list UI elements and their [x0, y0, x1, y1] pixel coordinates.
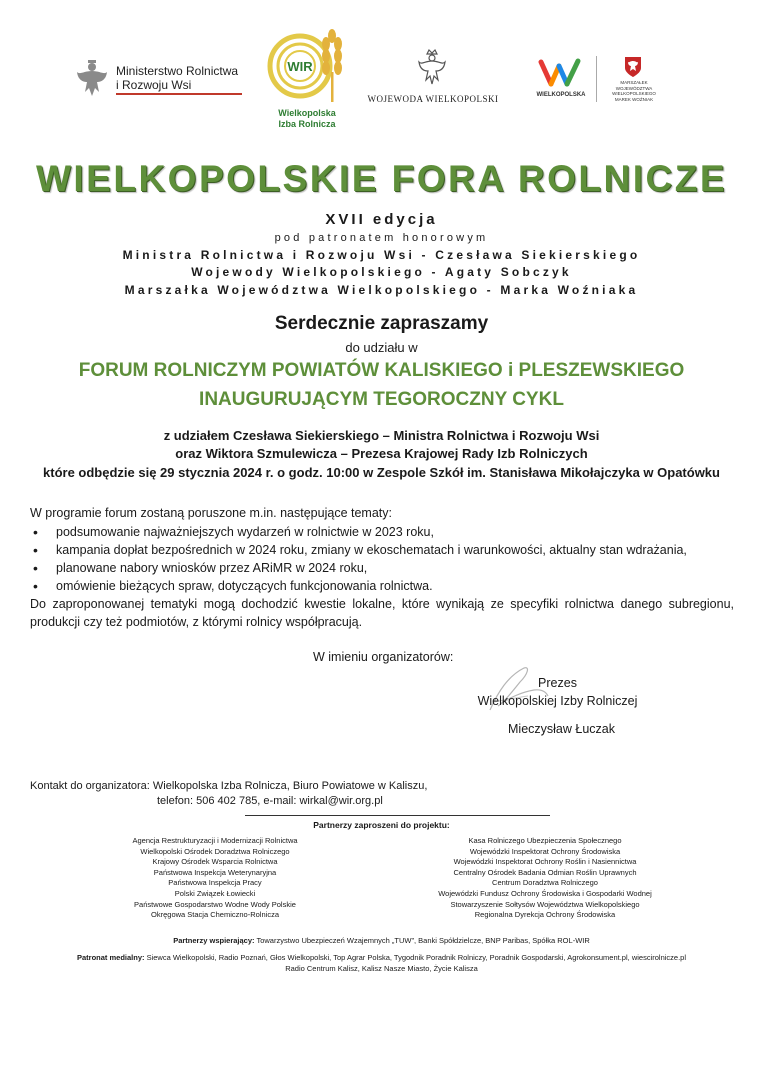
- signature-role1: Prezes: [538, 676, 577, 690]
- media-label: Patronat medialny:: [76, 953, 145, 962]
- supporting-label: Partnerzy wspierający:: [173, 936, 255, 945]
- wir-logo: [266, 24, 348, 136]
- edition-label: XVII edycja: [325, 211, 438, 228]
- contact-line2: telefon: 506 402 785, e-mail: wirkal@wir.org.pl: [157, 795, 383, 807]
- voivode-name: WOJEWODA WIELKOPOLSKI: [367, 94, 499, 104]
- list-item: Agencja Restrukturyzacji i Modernizacji Rolnictwa: [132, 836, 298, 845]
- white-eagle-emblem-icon: [74, 58, 110, 100]
- marshal-line3: WIELKOPOLSKIEGO: [612, 91, 656, 96]
- media-line2: Radio Centrum Kalisz, Kalisz Nasze Miasto, Życie Kalisza: [285, 964, 478, 973]
- region-shield-icon: [624, 56, 642, 78]
- signature-block: [470, 674, 645, 710]
- list-item: Wojewódzki Inspektorat Ochrony Środowiska: [469, 846, 621, 856]
- partners-title: Partnerzy zaproszeni do projektu:: [313, 820, 450, 830]
- list-item: • planowane nabory wniosków przez ARiMR w 2024 roku,: [30, 559, 687, 577]
- forum-title-line2: INAUGURUJĄCYM TEGOROCZNY CYKL: [199, 389, 564, 410]
- list-item: Okręgowa Stacja Chemiczno-Rolnicza: [151, 910, 279, 920]
- on-behalf-label: W imieniu organizatorów:: [313, 650, 454, 664]
- partners-left-list: [70, 836, 360, 921]
- crowned-eagle-icon: [417, 48, 447, 86]
- list-item: Wojewódzki Fundusz Ochrony Środowiska i Gospodarki Wodnej: [438, 888, 652, 898]
- patron-voivode: Wojewody Wielkopolskiego - Agaty Sobczyk: [191, 265, 572, 279]
- region-word: WIELKOPOLSKA: [536, 92, 586, 98]
- wir-caption-line2: Izba Rolnicza: [278, 119, 336, 129]
- marshal-line1: MARSZAŁEK: [620, 80, 648, 85]
- voivode-logo: [362, 48, 504, 108]
- partners-right-list: [385, 836, 705, 921]
- media-patronage: [20, 952, 743, 974]
- list-item: Stowarzyszenie Sołtysów Województwa Wielkopolskiego: [450, 899, 640, 909]
- supporting-partners: [0, 936, 763, 945]
- list-item: Wielkopolski Ośrodek Doradztwa Rolniczego: [140, 846, 290, 856]
- forum-title-line1: FORUM ROLNICZYM POWIATÓW KALISKIEGO i PLESZEWSKIEGO: [78, 360, 685, 381]
- divider: [245, 815, 550, 816]
- ministry-logo: [74, 58, 244, 102]
- list-item: Państwowe Gospodarstwo Wodne Wody Polskie: [134, 899, 296, 909]
- wielkopolska-w-icon: [538, 56, 582, 90]
- list-item: Państwowa Inspekcja Weterynaryjna: [153, 867, 277, 877]
- list-item: Kasa Rolniczego Ubezpieczenia Społecznego: [468, 836, 622, 845]
- signature-role2: Wielkopolskiej Izby Rolniczej: [477, 694, 638, 708]
- list-item: Regionalna Dyrekcja Ochrony Środowiska: [474, 910, 616, 920]
- region-logo: [532, 52, 672, 110]
- list-item: Krajowy Ośrodek Wsparcia Rolnictwa: [152, 857, 278, 867]
- invitation-sub: do udziału w: [345, 340, 418, 355]
- guest-line-minister: z udziałem Czesława Siekierskiego – Ministra Rolnictwa i Rozwoju Wsi: [163, 428, 600, 443]
- page-title: WIELKOPOLSKIE FORA ROLNICZE: [35, 158, 727, 199]
- ministry-name-line1: Ministerstwo Rolnictwa: [116, 64, 239, 78]
- list-item: • kampania dopłat bezpośrednich w 2024 roku, zmiany w ekoschematach i warunkowości, aktualny stan wdrażania,: [30, 541, 687, 559]
- media-text1: Siewca Wielkopolski, Radio Poznań, Głos Wielkopolski, Top Agrar Polska, Tygodnik Poradnik Rolniczy, Poradnik Gospodarski, Agrokonsument.pl, wiescirolnicze.pl: [144, 953, 687, 962]
- invitation-headline: Serdecznie zapraszamy: [274, 313, 489, 334]
- ministry-red-rule: [116, 93, 242, 95]
- wir-mark-text: WIR: [287, 59, 313, 74]
- topics-list: [30, 523, 687, 595]
- list-item: Państwowa Inspekcja Pracy: [168, 878, 262, 888]
- patronage-label: pod patronatem honorowym: [274, 232, 489, 244]
- marshal-line2: WOJEWÓDZTWA: [615, 85, 653, 91]
- list-item: Wojewódzki Inspektorat Ochrony Roślin i Nasiennictwa: [453, 857, 637, 867]
- wir-caption: [266, 108, 348, 130]
- event-date-place: które odbędzie się 29 stycznia 2024 r. o godz. 10:00 w Zespole Szkół im. Stanisława Mikołajczyka w Opatówku: [43, 465, 720, 480]
- program-intro: W programie forum zostaną poruszone m.in. następujące tematy:: [30, 506, 392, 520]
- wir-caption-line1: Wielkopolska: [278, 108, 336, 118]
- list-item: Centrum Doradztwa Rolniczego: [492, 878, 598, 888]
- marshal-line4: MAREK WOŹNIAK: [614, 96, 654, 102]
- patron-minister: Ministra Rolnictwa i Rozwoju Wsi - Czesława Siekierskiego: [122, 248, 641, 262]
- list-item: • omówienie bieżących spraw, dotyczących funkcjonowania rolnictwa.: [30, 577, 687, 595]
- region-divider: [596, 56, 597, 102]
- program-note: Do zaproponowanej tematyki mogą dochodzić kwestie lokalne, które wynikają ze specyfiki rolnictwa danego subregionu, produkcji czy też podmiotów, z którymi rolnicy współpracują.: [30, 597, 734, 629]
- guest-line-president: oraz Wiktora Szmulewicza – Prezesa Krajowej Rady Izb Rolniczych: [175, 446, 588, 461]
- ministry-name: [116, 64, 238, 92]
- marshal-text: [606, 80, 662, 102]
- signature-name: Mieczysław Łuczak: [508, 722, 615, 736]
- supporting-text: Towarzystwo Ubezpieczeń Wzajemnych „TUW”, Banki Spółdzielcze, BNP Paribas, Spółka ROL-WIR: [254, 936, 590, 945]
- wheat-ring-icon: [266, 24, 348, 104]
- media-line1: [20, 952, 743, 963]
- list-item: Centralny Ośrodek Badania Odmian Roślin Uprawnych: [453, 867, 637, 877]
- contact-line1: Kontakt do organizatora: Wielkopolska Izba Rolnicza, Biuro Powiatowe w Kaliszu,: [30, 780, 428, 792]
- ministry-name-line2: i Rozwoju Wsi: [116, 78, 192, 92]
- patron-marshal: Marszałka Województwa Wielkopolskiego - Marka Woźniaka: [124, 283, 639, 297]
- list-item: • podsumowanie najważniejszych wydarzeń w rolnictwie w 2023 roku,: [30, 523, 687, 541]
- list-item: Polski Związek Łowiecki: [174, 888, 256, 898]
